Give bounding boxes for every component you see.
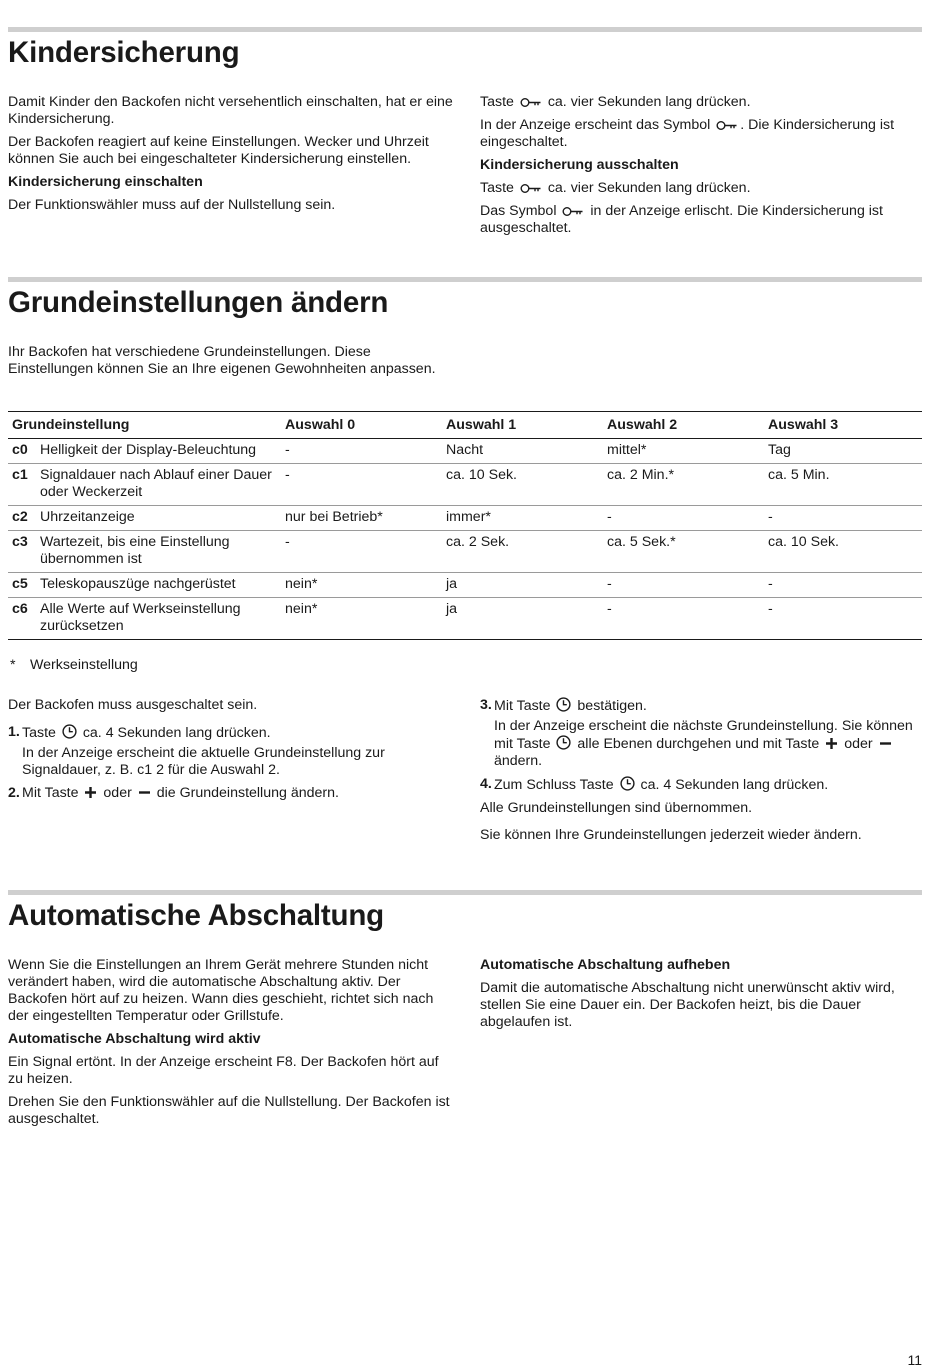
column-header: Auswahl 2 <box>603 412 764 439</box>
setting-code: c6 <box>8 598 36 640</box>
text: Taste <box>480 94 514 110</box>
settings-table <box>8 411 922 640</box>
table-row <box>8 506 922 531</box>
text: die Grundeinstellung ändern. <box>156 785 339 801</box>
setting-label: Teleskopauszüge nachgerüstet <box>36 573 281 598</box>
column-header: Auswahl 0 <box>281 412 442 439</box>
clock-icon <box>620 776 635 791</box>
table-cell: - <box>603 573 764 598</box>
footnote-text: Werkseinstellung <box>30 657 138 673</box>
table-header-row <box>8 412 922 439</box>
grundeinstellungen-left-column <box>8 697 454 808</box>
table-cell: ca. 5 Sek.* <box>603 531 764 573</box>
text: ändern. <box>494 753 543 769</box>
text: ca. vier Sekunden lang drücken. <box>547 180 751 196</box>
table-cell: - <box>281 464 442 506</box>
setting-code: c5 <box>8 573 36 598</box>
grundeinstellungen-right-column <box>480 697 922 850</box>
table-cell: - <box>281 531 442 573</box>
heading-kindersicherung: Kindersicherung <box>8 36 240 69</box>
text: ca. 4 Sekunden lang drücken. <box>640 777 829 793</box>
table-cell: immer* <box>442 506 603 531</box>
table-cell: ca. 10 Sek. <box>764 531 922 573</box>
text: alle Ebenen durchgehen und mit Taste <box>577 736 820 752</box>
table-row <box>8 464 922 506</box>
footnote-marker: * <box>10 657 16 673</box>
text: in der Anzeige erlischt. Die Kindersicherung ist ausgeschaltet. <box>480 203 883 236</box>
setting-label: Uhrzeitanzeige <box>36 506 281 531</box>
table-cell: mittel* <box>603 439 764 464</box>
key-icon <box>520 97 542 108</box>
setting-label: Alle Werte auf Werkseinstellung zurücksetzen <box>36 598 281 640</box>
table-cell: - <box>281 439 442 464</box>
page-number: 11 <box>907 1352 922 1368</box>
key-icon <box>562 206 584 217</box>
column-header: Auswahl 1 <box>442 412 603 439</box>
paragraph: Wenn Sie die Einstellungen an Ihrem Gerät mehrere Stunden nicht verändert haben, wird die automatische Abschaltung aktiv. Der Backofen hört auf zu heizen. Wann dies geschieht, richtet sich nach der eingestellten Temperatur oder Grillstufe. <box>8 957 434 1024</box>
steps-list <box>480 697 922 794</box>
table-cell: ca. 2 Min.* <box>603 464 764 506</box>
setting-code: c1 <box>8 464 36 506</box>
list-item <box>8 785 454 802</box>
text: In der Anzeige erscheint das Symbol <box>480 117 711 133</box>
table-cell: - <box>764 598 922 640</box>
list-item <box>480 776 922 794</box>
paragraph: Ein Signal ertönt. In der Anzeige erscheint F8. Der Backofen hört auf zu heizen. <box>8 1054 439 1087</box>
step-number: 2. <box>8 785 20 801</box>
table-cell: - <box>764 506 922 531</box>
table-cell: ja <box>442 598 603 640</box>
table-cell: Tag <box>764 439 922 464</box>
heading-automatische-abschaltung: Automatische Abschaltung <box>8 899 385 932</box>
kindersicherung-right-column <box>480 94 922 243</box>
table-cell: - <box>603 598 764 640</box>
paragraph <box>480 94 922 111</box>
step-number: 4. <box>480 776 492 792</box>
paragraph: Damit Kinder den Backofen nicht versehentlich einschalten, hat er eine Kindersicherung. <box>8 94 453 127</box>
paragraph: Drehen Sie den Funktionswähler auf die Nullstellung. Der Backofen ist ausgeschaltet. <box>8 1094 450 1127</box>
steps-list <box>8 724 454 802</box>
text: Das Symbol <box>480 203 557 219</box>
plus-icon <box>84 786 97 799</box>
setting-label: Wartezeit, bis eine Einstellung übernommen ist <box>36 531 281 573</box>
text: oder <box>844 736 873 752</box>
table-footnote <box>10 657 138 674</box>
text: Taste <box>480 180 514 196</box>
clock-icon <box>556 697 571 712</box>
abschaltung-right-column <box>480 957 910 1037</box>
table-cell: ca. 5 Min. <box>764 464 922 506</box>
text: Mit Taste <box>22 785 79 801</box>
paragraph <box>480 203 922 237</box>
setting-label: Signaldauer nach Ablauf einer Dauer oder Weckerzeit <box>36 464 281 506</box>
table-cell: nein* <box>281 598 442 640</box>
plus-icon <box>825 737 838 750</box>
section-divider-kindersicherung <box>8 27 922 32</box>
minus-icon <box>138 786 151 799</box>
setting-label: Helligkeit der Display-Beleuchtung <box>36 439 281 464</box>
table-row <box>8 573 922 598</box>
text: ca. vier Sekunden lang drücken. <box>547 94 751 110</box>
paragraph <box>480 117 922 151</box>
minus-icon <box>879 737 892 750</box>
column-header: Grundeinstellung <box>8 412 281 439</box>
paragraph: Der Funktionswähler muss auf der Nullstellung sein. <box>8 197 336 213</box>
column-header: Auswahl 3 <box>764 412 922 439</box>
grundeinstellungen-intro <box>8 344 448 384</box>
table-row <box>8 439 922 464</box>
table-cell: nur bei Betrieb* <box>281 506 442 531</box>
subheading-abschaltung-aufheben: Automatische Abschaltung aufheben <box>480 957 731 973</box>
paragraph: Der Backofen muss ausgeschaltet sein. <box>8 697 258 713</box>
table-cell: - <box>603 506 764 531</box>
subheading-abschaltung-aktiv: Automatische Abschaltung wird aktiv <box>8 1031 261 1047</box>
clock-icon <box>62 724 77 739</box>
step-detail <box>494 718 922 770</box>
table-cell: ja <box>442 573 603 598</box>
table-row <box>8 531 922 573</box>
text: Taste <box>22 725 56 741</box>
section-divider-abschaltung <box>8 890 922 895</box>
table-cell: ca. 10 Sek. <box>442 464 603 506</box>
text: In der Anzeige erscheint die nächste Grundeinstellung. Sie können mit Taste <box>494 718 913 752</box>
kindersicherung-left-column <box>8 94 454 220</box>
text: Zum Schluss Taste <box>494 777 614 793</box>
paragraph: Sie können Ihre Grundeinstellungen jederzeit wieder ändern. <box>480 827 862 843</box>
paragraph: Damit die automatische Abschaltung nicht unerwünscht aktiv wird, stellen Sie eine Dauer ein. Der Backofen heizt, bis die Dauer abgelaufen ist. <box>480 980 895 1030</box>
step-detail: In der Anzeige erscheint die aktuelle Grundeinstellung zur Signaldauer, z. B. c1 2 für die Auswahl 2. <box>22 745 385 778</box>
key-icon <box>716 120 738 131</box>
clock-icon <box>556 735 571 750</box>
table-cell: Nacht <box>442 439 603 464</box>
setting-code: c2 <box>8 506 36 531</box>
text: . Die Kindersicherung ist eingeschaltet. <box>480 117 895 150</box>
abschaltung-left-column <box>8 957 454 1134</box>
subheading-kindersicherung-ausschalten: Kindersicherung ausschalten <box>480 157 679 173</box>
setting-code: c0 <box>8 439 36 464</box>
paragraph: Ihr Backofen hat verschiedene Grundeinstellungen. Diese Einstellungen können Sie an Ihre eigenen Gewohnheiten anpassen. <box>8 344 436 377</box>
list-item <box>480 697 922 770</box>
paragraph: Alle Grundeinstellungen sind übernommen. <box>480 800 753 816</box>
step-number: 3. <box>480 697 492 713</box>
heading-grundeinstellungen: Grundeinstellungen ändern <box>8 286 389 319</box>
text: bestätigen. <box>577 698 647 714</box>
list-item <box>8 724 454 779</box>
table-cell: nein* <box>281 573 442 598</box>
text: ca. 4 Sekunden lang drücken. <box>82 725 271 741</box>
text: Mit Taste <box>494 698 551 714</box>
key-icon <box>520 183 542 194</box>
paragraph <box>480 180 922 197</box>
table-cell: - <box>764 573 922 598</box>
paragraph: Der Backofen reagiert auf keine Einstellungen. Wecker und Uhrzeit können Sie auch bei eingeschalteter Kindersicherung einstellen. <box>8 134 429 167</box>
setting-code: c3 <box>8 531 36 573</box>
table-row <box>8 598 922 640</box>
table-cell: ca. 2 Sek. <box>442 531 603 573</box>
subheading-kindersicherung-einschalten: Kindersicherung einschalten <box>8 174 203 190</box>
section-divider-grundeinstellungen <box>8 277 922 282</box>
text: oder <box>103 785 132 801</box>
step-number: 1. <box>8 724 20 740</box>
